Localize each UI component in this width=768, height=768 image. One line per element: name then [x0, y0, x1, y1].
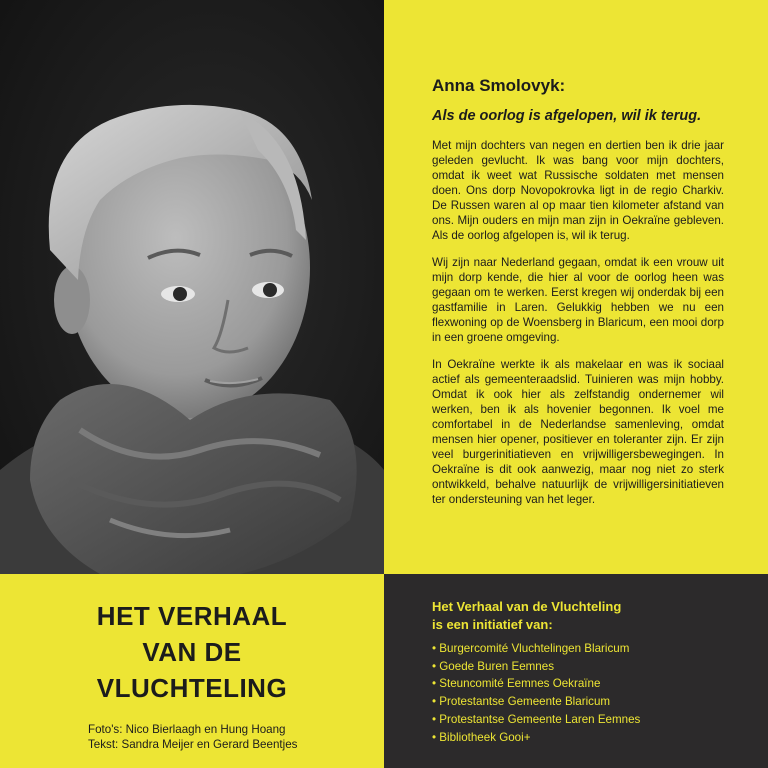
quote-heading: Als de oorlog is afgelopen, wil ik terug. [432, 108, 702, 124]
initiative-heading-line-2: is een initiatief van: [432, 617, 553, 632]
initiative-heading-line-1: Het Verhaal van de Vluchteling [432, 599, 622, 614]
portrait-illustration [0, 0, 384, 574]
organization-list [432, 640, 744, 746]
organization-item: • Steuncomité Eemnes Oekraïne [432, 675, 744, 693]
initiative-heading [432, 598, 744, 634]
person-name: Anna Smolovyk: [432, 76, 566, 95]
photo-credit: Foto's: Nico Bierlaagh en Hung Hoang [88, 723, 286, 736]
series-title [10, 598, 374, 706]
text-credit: Tekst: Sandra Meijer en Gerard Beentjes [88, 738, 298, 751]
credits [10, 722, 374, 752]
series-title-line-2: VAN DE [142, 637, 242, 667]
series-title-panel [0, 574, 384, 768]
series-title-line-1: HET VERHAAL [96, 601, 288, 631]
story-panel [384, 0, 768, 574]
story-paragraph-2: Wij zijn naar Nederland gegaan, omdat ik een vrouw uit mijn dorp kende, die hier al voor de oorlog heen was gegaan om te werken. Eerst kregen wij onderdak bij een gastfamilie in Laren. Gelukkig hebben we nu een flexwoning op de Woensberg in Blaricum, een mooi dorp in een groene omgeving. [432, 256, 724, 344]
story-paragraph-3: In Oekraïne werkte ik als makelaar en was ik sociaal actief als gemeenteraadslid. Tuinieren was mijn hobby. Omdat ik ook hier als zelfstandig ondernemer wil werken, ben ik als hovenier begonnen. Ik voel me comfortabel in de Nederlandse samenleving, omdat mensen hier opener, positiever en toleranter zijn. Er zijn veel burgerinitiatieven en vrijwilligersbewegingen. In Oekraïne is dit ook aanwezig, maar nog niet zo sterk ontwikkeld, behalve natuurlijk de vrijwilligersinitiatieven ter ondersteuning van het leger. [432, 358, 724, 506]
portrait-photo [0, 0, 384, 574]
series-title-line-3: VLUCHTELING [96, 673, 288, 703]
story-paragraph-1: Met mijn dochters van negen en dertien ben ik drie jaar geleden gevlucht. Ik was bang voor mijn dochters, omdat ik weet wat Russische soldaten met mensen doen. Ons dorp Novopokrovka ligt in de regio Charkiv. De Russen waren al op maar tien kilometer afstand van ons. Mijn ouders en mijn man zijn in Oekraïne gebleven. Als de oorlog afgelopen is, wil ik terug. [432, 139, 724, 242]
organization-item: • Bibliotheek Gooi+ [432, 729, 744, 747]
organization-item: • Burgercomité Vluchtelingen Blaricum [432, 640, 744, 658]
initiative-panel [384, 574, 768, 768]
organization-item: • Protestantse Gemeente Laren Eemnes [432, 711, 744, 729]
organization-item: • Protestantse Gemeente Blaricum [432, 693, 744, 711]
organization-item: • Goede Buren Eemnes [432, 658, 744, 676]
